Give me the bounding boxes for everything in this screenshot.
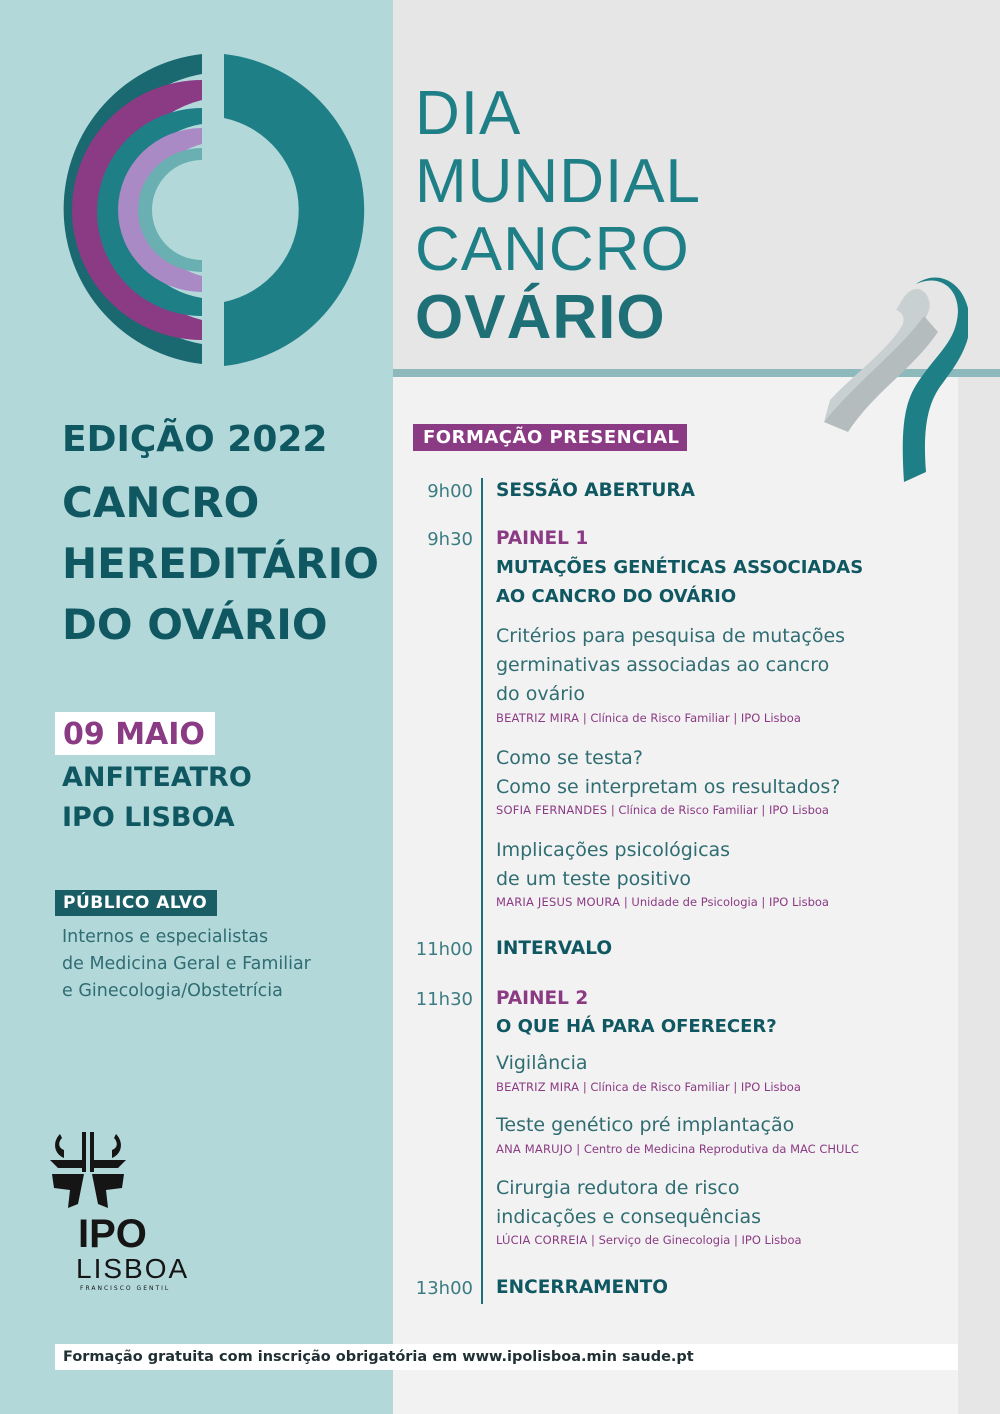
ipo-city: LISBOA (76, 1253, 190, 1284)
timeline-line (481, 478, 483, 1304)
theme-line-1: CANCRO (62, 478, 260, 527)
speaker-affiliation: | Serviço de Ginecologia | IPO Lisboa (591, 1233, 802, 1247)
speaker-name: LÚCIA CORREIA (496, 1233, 588, 1247)
talk-3-line-1: Implicações psicológicas (496, 839, 731, 861)
event-title (415, 80, 701, 352)
time-11h00: 11h00 (415, 939, 473, 960)
talk-6-line-1: Cirurgia redutora de risco (496, 1177, 740, 1199)
speaker-affiliation: | Clínica de Risco Familiar | IPO Lisboa (582, 711, 801, 725)
talk-5-speaker (496, 1141, 859, 1157)
talk-2-speaker (496, 802, 829, 818)
edition: EDIÇÃO 2022 (62, 419, 328, 460)
title-line-2: MUNDIAL (415, 147, 702, 216)
panel-2-title (496, 1012, 777, 1041)
speaker-affiliation: | Centro de Medicina Reprodutiva da MAC CHULC (576, 1142, 859, 1156)
title-line-4: OVÁRIO (415, 283, 666, 352)
talk-2 (496, 744, 840, 802)
audience-line-2: de Medicina Geral e Familiar (62, 954, 311, 974)
venue (62, 758, 252, 838)
panel-1-title-line-2: AO CANCRO DO OVÁRIO (496, 586, 737, 607)
registration-note: Formação gratuita com inscrição obrigatória em www.ipolisboa.min saude.pt (63, 1349, 694, 1365)
speaker-name: BEATRIZ MIRA (496, 1080, 580, 1094)
talk-2-line-1: Como se testa? (496, 747, 643, 769)
talk-1-line-3: do ovário (496, 683, 585, 705)
ipo-name: IPO (78, 1212, 147, 1256)
event-date: 09 MAIO (55, 712, 215, 755)
venue-line-2: IPO LISBOA (62, 802, 235, 833)
title-line-1: DIA (415, 79, 522, 148)
session-break: INTERVALO (496, 938, 613, 959)
talk-1-line-1: Critérios para pesquisa de mutações (496, 625, 846, 647)
speaker-affiliation: | Clínica de Risco Familiar | IPO Lisboa (610, 803, 829, 817)
time-13h00: 13h00 (415, 1278, 473, 1299)
talk-5-line-1: Teste genético pré implantação (496, 1114, 795, 1136)
audience-line-3: e Ginecologia/Obstetrícia (62, 981, 283, 1001)
panel-1-title (496, 553, 863, 611)
awareness-ribbon-icon (818, 272, 968, 492)
speaker-affiliation: | Clínica de Risco Familiar | IPO Lisboa (582, 1080, 801, 1094)
title-line-3: CANCRO (415, 215, 690, 284)
talk-2-line-2: Como se interpretam os resultados? (496, 776, 841, 798)
speaker-name: MARIA JESUS MOURA (496, 895, 621, 909)
ipo-subtitle: FRANCISCO GENTIL (80, 1285, 171, 1292)
ovary-emblem-icon (52, 52, 374, 368)
speaker-affiliation: | Unidade de Psicologia | IPO Lisboa (623, 895, 829, 909)
talk-1 (496, 622, 845, 709)
ipo-emblem-icon (48, 1130, 128, 1210)
talk-3-line-2: de um teste positivo (496, 868, 692, 890)
theme-line-3: DO OVÁRIO (62, 600, 328, 649)
speaker-name: ANA MARUJO (496, 1142, 573, 1156)
session-closing: ENCERRAMENTO (496, 1277, 669, 1298)
panel-2-label: PAINEL 2 (496, 988, 589, 1009)
panel-2-title-line-1: O QUE HÁ PARA OFERECER? (496, 1016, 777, 1037)
audience-line-1: Internos e especialistas (62, 927, 269, 947)
right-strip (958, 370, 1000, 1414)
speaker-name: SOFIA FERNANDES (496, 803, 608, 817)
talk-6-speaker (496, 1232, 802, 1248)
theme-title (62, 472, 379, 655)
footer-bar (55, 1344, 958, 1370)
audience-label: PÚBLICO ALVO (55, 890, 217, 916)
talk-4 (496, 1049, 588, 1078)
talk-1-line-2: germinativas associadas ao cancro (496, 654, 830, 676)
theme-line-2: HEREDITÁRIO (62, 539, 379, 588)
talk-6 (496, 1174, 761, 1232)
panel-1-title-line-1: MUTAÇÕES GENÉTICAS ASSOCIADAS (496, 557, 864, 578)
panel-1-label: PAINEL 1 (496, 528, 589, 549)
talk-3-speaker (496, 894, 829, 910)
audience-text (62, 924, 311, 1005)
talk-5 (496, 1111, 794, 1140)
talk-4-line-1: Vigilância (496, 1052, 588, 1074)
speaker-name: BEATRIZ MIRA (496, 711, 580, 725)
talk-6-line-2: indicações e consequências (496, 1206, 761, 1228)
talk-4-speaker (496, 1079, 801, 1095)
venue-line-1: ANFITEATRO (62, 762, 252, 793)
time-9h00: 9h00 (427, 481, 473, 502)
session-opening: SESSÃO ABERTURA (496, 480, 695, 501)
talk-1-speaker (496, 710, 801, 726)
talk-3 (496, 836, 730, 894)
time-11h30: 11h30 (415, 989, 473, 1010)
ipo-lisboa-logo (48, 1130, 189, 1294)
format-badge: FORMAÇÃO PRESENCIAL (413, 424, 687, 451)
time-9h30: 9h30 (427, 529, 473, 550)
